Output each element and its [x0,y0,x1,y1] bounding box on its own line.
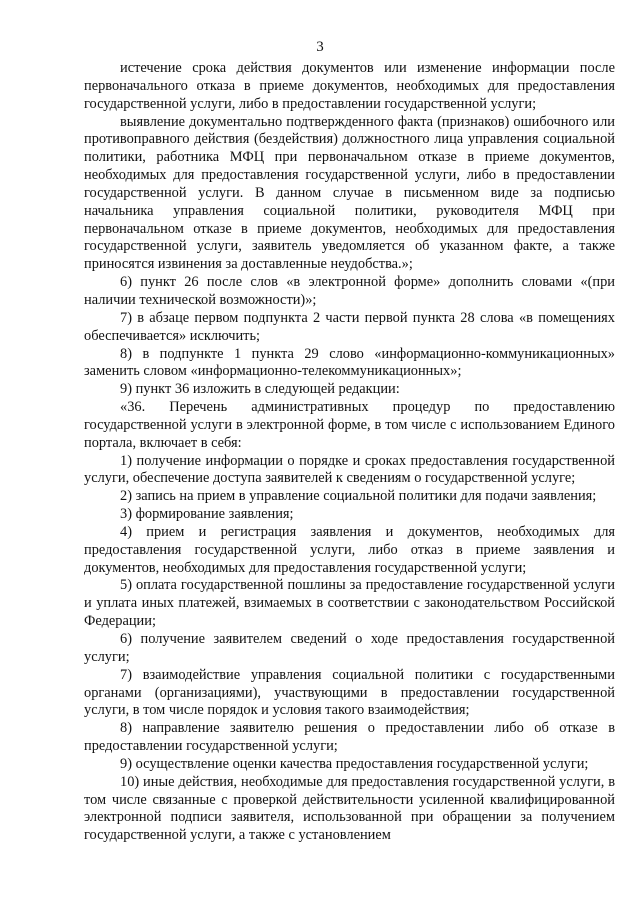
document-body [84,60,615,845]
amendment-item-9: 9) пункт 36 изложить в следующей редакции: [120,381,400,398]
amendment-item-6: 6) пункт 26 после слов «в электронной форме» дополнить словами «(при наличии технической возможности)»; [84,274,615,308]
procedure-item-5: 5) оплата государственной пошлины за предоставление государственной услуги и уплата иных платежей, взимаемых в соответствии с законодательством Российской Федерации; [84,577,615,630]
procedure-item-9: 9) осуществление оценки качества предоставления государственной услуги; [120,755,589,772]
procedure-item-7: 7) взаимодействие управления социальной политики с государственными органами (организациями), участвующими в предоставлении государственной услуги, в том числе порядок и условия такого взаимодействия; [84,666,615,719]
page-number: 3 [316,39,324,55]
procedure-item-4: 4) прием и регистрация заявления и документов, необходимых для предоставления государственной услуги, либо отказ в приеме заявления и документов, необходимых для предоставления государственной услуги; [84,523,615,576]
amendment-item-7: 7) в абзаце первом подпункта 2 части первой пункта 28 слова «в помещениях обеспечивается» исключить; [84,309,615,344]
procedure-item-1: 1) получение информации о порядке и сроках предоставления государственной услуги, обеспечение доступа заявителей к сведениям о государственной услуге; [84,452,615,487]
procedure-item-2: 2) запись на прием в управление социальной политики для подачи заявления; [120,488,597,505]
procedure-item-6: 6) получение заявителем сведений о ходе предоставления государственной услуги; [84,631,615,665]
paragraph-erroneous-action: выявление документально подтвержденного факта (признаков) ошибочного или противоправного действия (бездействия) должностного лица управления социальной политики, работника МФЦ при первоначальном отказе в приеме документов, необходимых для предоставления государственной услуги, либо в предоставлении государственной услуги. В данном случае в письменном виде за подписью начальника управления социальной политики, руководителя МФЦ при первоначальном отказе в приеме документов, необходимых для предоставления государственной услуги, заявитель уведомляется об указанном факте, а также приносятся извинения за доставленные неудобства.»; [84,113,615,273]
procedure-item-10: 10) иные действия, необходимые для предоставления государственной услуги, в том числе связанные с проверкой действительности усиленной квалифицированной электронной подписи заявителя, использованной при обращении за получением государственной услуги, а также с установлением [84,773,615,844]
amendment-item-8: 8) в подпункте 1 пункта 29 слово «информационно-коммуникационных» заменить словом «информационно-телекоммуникационных»; [84,345,615,380]
procedure-item-8: 8) направление заявителю решения о предоставлении либо об отказе в предоставлении государственной услуги; [84,720,615,755]
paragraph-document-expiry: истечение срока действия документов или изменение информации после первоначального отказа в приеме документов, необходимых для предоставления государственной услуги, либо в предоставлении государственной услуги; [84,60,615,112]
clause-36-intro: «36. Перечень административных процедур по предоставлению государственной услуги в электронной форме, в том числе с использованием Единого портала, включает в себя: [84,399,615,451]
procedure-item-3: 3) формирование заявления; [120,506,294,523]
